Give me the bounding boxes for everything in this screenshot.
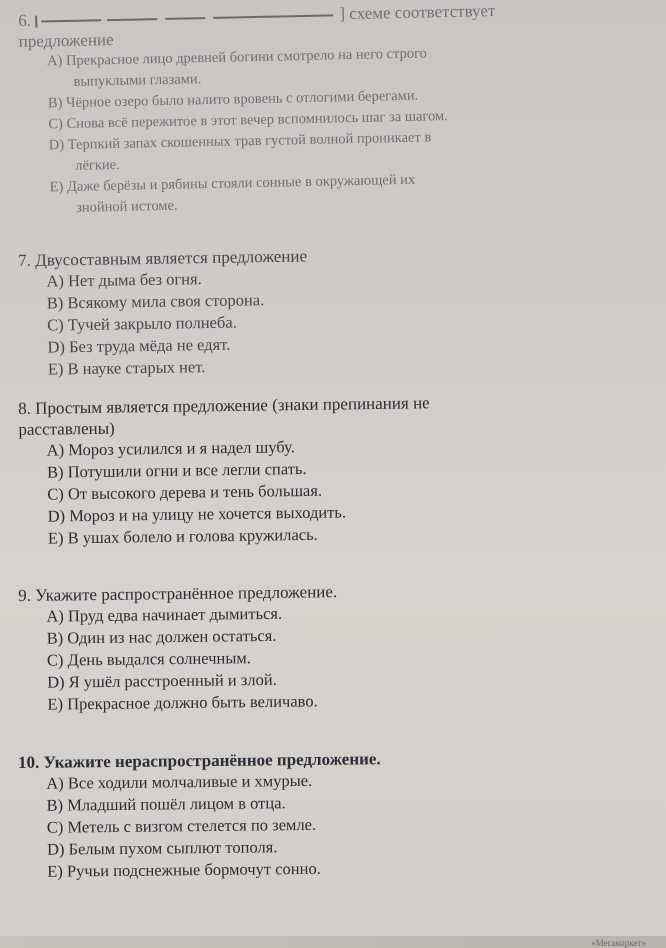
- option-e: E) Даже берёзы и рябины стояли сонные в окружающей их: [49, 171, 416, 196]
- option-a: A) Все ходили молчаливые и хмурые.: [46, 770, 313, 793]
- option-d: D) Я ушёл расстроенный и злой.: [47, 669, 277, 692]
- option-c: C) Тучей закрыло полнеба.: [47, 312, 237, 335]
- option-c: C) День выдался солнечным.: [46, 648, 252, 670]
- option-e: E) Прекрасное должно быть величаво.: [47, 691, 318, 714]
- question-6-tail: ] схеме соответствует: [339, 1, 496, 24]
- option-a: A) Нет дыма без огня.: [46, 269, 202, 291]
- sentence-scheme: [35, 9, 335, 27]
- option-d-continuation: лёгкие.: [75, 156, 120, 174]
- question-6-line2: предложение: [18, 30, 114, 51]
- option-c: C) Снова всё пережитое в этот вечер вспомнилось шаг за шагом.: [48, 108, 448, 133]
- question-7-title: 7. Двусоставным является предложение: [18, 246, 308, 270]
- question-8-title-line2: расставлены): [18, 418, 115, 439]
- option-d: D) Терпкий запах скошенных трав густой волной проникает в: [48, 129, 432, 154]
- option-b: B) Младший пошёл лицом в отца.: [46, 793, 286, 815]
- option-c: C) Метель с визгом стелется по земле.: [46, 814, 317, 837]
- option-b: B) Чёрное озеро было налито вровень с отлогими берегами.: [47, 87, 419, 112]
- question-8-title: 8. Простым является предложение (знаки препинания не: [18, 393, 430, 418]
- question-6-number: 6.: [18, 10, 32, 30]
- question-9: [18, 577, 650, 716]
- question-10: [18, 745, 649, 883]
- option-a: A) Мороз усилился и я надел шубу.: [46, 437, 295, 460]
- option-e: E) Ручьи подснежные бормочут сонно.: [47, 858, 321, 881]
- option-a: A) Пруд едва начинает дымиться.: [46, 603, 283, 626]
- question-10-title: 10. Укажите нераспространённое предложение.: [18, 749, 381, 772]
- question-9-title: 9. Укажите распространённое предложение.: [18, 582, 338, 605]
- option-a: A) Прекрасное лицо древней богини смотрело на него строго: [46, 45, 428, 70]
- option-e-continuation: знойной истоме.: [75, 197, 178, 216]
- option-e: E) В науке старых нет.: [47, 357, 206, 379]
- option-b: B) Один из нас должен остаться.: [46, 625, 277, 648]
- option-b: B) Потушили огни и все легли спать.: [46, 458, 307, 482]
- footer-text: «Мегамаркет»: [591, 938, 646, 948]
- option-d: D) Без труда мёда не едят.: [47, 334, 231, 357]
- option-d: D) Белым пухом сыплют тополя.: [46, 837, 278, 859]
- option-e: E) В ушах болело и голова кружилась.: [47, 524, 318, 548]
- option-d: D) Мороз и на улицу не хочется выходить.: [47, 502, 347, 526]
- question-6: [18, 0, 652, 220]
- bottom-edge: [0, 936, 666, 948]
- option-a-continuation: выпуклыми глазами.: [73, 71, 202, 90]
- question-8: [18, 389, 650, 550]
- option-b: B) Всякому мила своя сторона.: [46, 290, 265, 313]
- option-c: C) От высокого дерева и тень большая.: [47, 480, 323, 504]
- question-7: [18, 240, 650, 381]
